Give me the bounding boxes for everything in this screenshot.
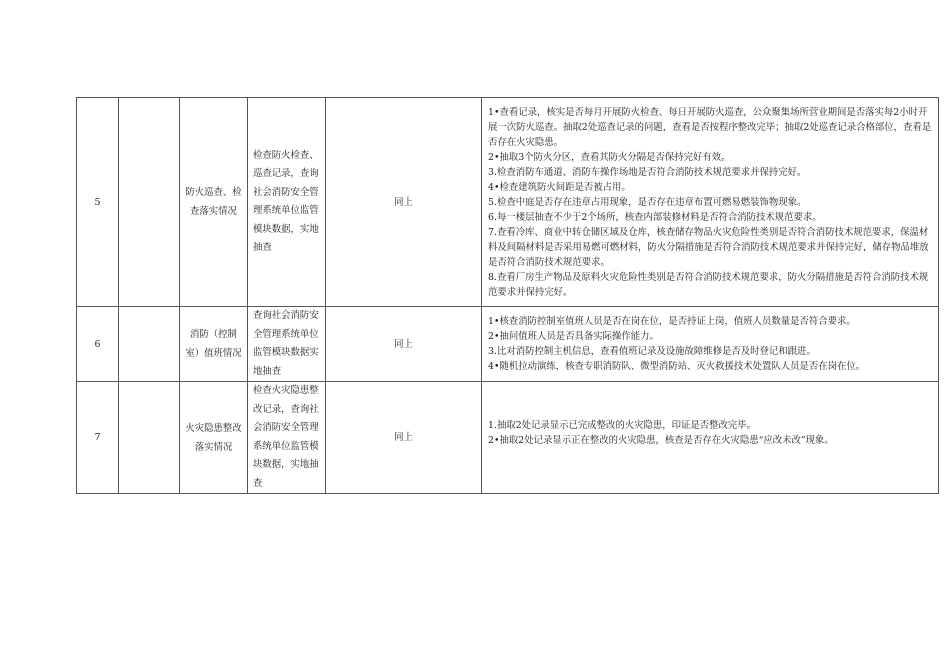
check-basis: 同上 bbox=[326, 307, 482, 382]
row-number: 7 bbox=[77, 382, 119, 494]
check-method: 检查防火检查、巡查记录，查询社会消防安全管理系统单位监管模块数据，实地抽查 bbox=[248, 98, 326, 307]
table-row bbox=[77, 382, 939, 494]
inspection-table bbox=[76, 97, 939, 494]
category-cell bbox=[119, 382, 180, 494]
check-basis: 同上 bbox=[326, 98, 482, 307]
check-basis: 同上 bbox=[326, 382, 482, 494]
check-content bbox=[482, 307, 939, 382]
content-line: 3.比对消防控制主机信息，查看值班记录及设施故障维修是否及时登记和跟进。 bbox=[488, 346, 816, 357]
check-item: 防火巡查、检查落实情况 bbox=[180, 98, 248, 307]
check-content bbox=[482, 98, 939, 307]
check-content bbox=[482, 382, 939, 494]
category-cell bbox=[119, 307, 180, 382]
category-cell bbox=[119, 98, 180, 307]
content-line: 4•随机拉动演练，核查专职消防队、微型消防站、灭火救援技术处置队人员是否在岗在位。 bbox=[488, 361, 866, 372]
content-line: 2•抽取2处记录显示正在整改的火灾隐患，核查是否存在火灾隐患“应改未改”现象。 bbox=[488, 435, 834, 446]
table-row bbox=[77, 98, 939, 307]
content-line: 5.检查中庭是否存在违章占用现象，是否存在违章布置可燃易燃装饰物现象。 bbox=[488, 196, 807, 208]
content-line: 2•抽问值班人员是否具备实际操作能力。 bbox=[488, 331, 659, 342]
content-line: 1•核查消防控制室值班人员是否在岗在位，是否持证上岗，值班人员数量是否符合要求。 bbox=[488, 316, 856, 327]
content-line: 3.检查消防车通道、消防车操作场地是否符合消防技术规范要求并保持完好。 bbox=[488, 166, 807, 178]
table-row bbox=[77, 307, 939, 382]
content-line: 1•查看记录，核实是否每月开展防火检查、每日开展防火巡查，公众聚集场所营业期间是否落实每2小时开展一次防火巡查。抽取2处巡查记录的问题，查看是否按程序整改完毕；抽取2处巡查记录合格部位，查看是否存在火灾隐患。 bbox=[488, 106, 932, 148]
check-item: 火灾隐患整改落实情况 bbox=[180, 382, 248, 494]
content-line: 6.每一楼层抽查不少于2个场所，核查内部装修材料是否符合消防技术规范要求。 bbox=[488, 211, 822, 223]
row-number: 6 bbox=[77, 307, 119, 382]
content-line: 2•抽取3个防火分区，查看其防火分隔是否保持完好有效。 bbox=[488, 151, 731, 163]
content-line: 7.查看冷库、商业中转仓储区域及仓库，核查储存物品火灾危险性类别是否符合消防技术规范要求，保温材料及间隔材料是否采用易燃可燃材料，防火分隔措施是否符合消防技术规范要求并保持完好，储存物品堆放是否符合消防技术规范要求。 bbox=[488, 226, 929, 268]
content-line: 4•检查建筑防火间距是否被占用。 bbox=[488, 181, 631, 193]
check-method: 查询社会消防安全管理系统单位监管模块数据实地抽查 bbox=[248, 307, 326, 382]
check-item: 消防（控制室）值班情况 bbox=[180, 307, 248, 382]
content-line: 1.抽取2处记录显示已完成整改的火灾隐患，印证是否整改完毕。 bbox=[488, 420, 757, 431]
row-number: 5 bbox=[77, 98, 119, 307]
check-method: 检查火灾隐患整改记录，查询社会消防安全管理系统单位监管模块数据，实地抽查 bbox=[248, 382, 326, 494]
content-line: 8.查看厂房生产物品及原料火灾危险性类别是否符合消防技术规范要求，防火分隔措施是否符合消防技术规范要求并保持完好。 bbox=[488, 271, 929, 298]
